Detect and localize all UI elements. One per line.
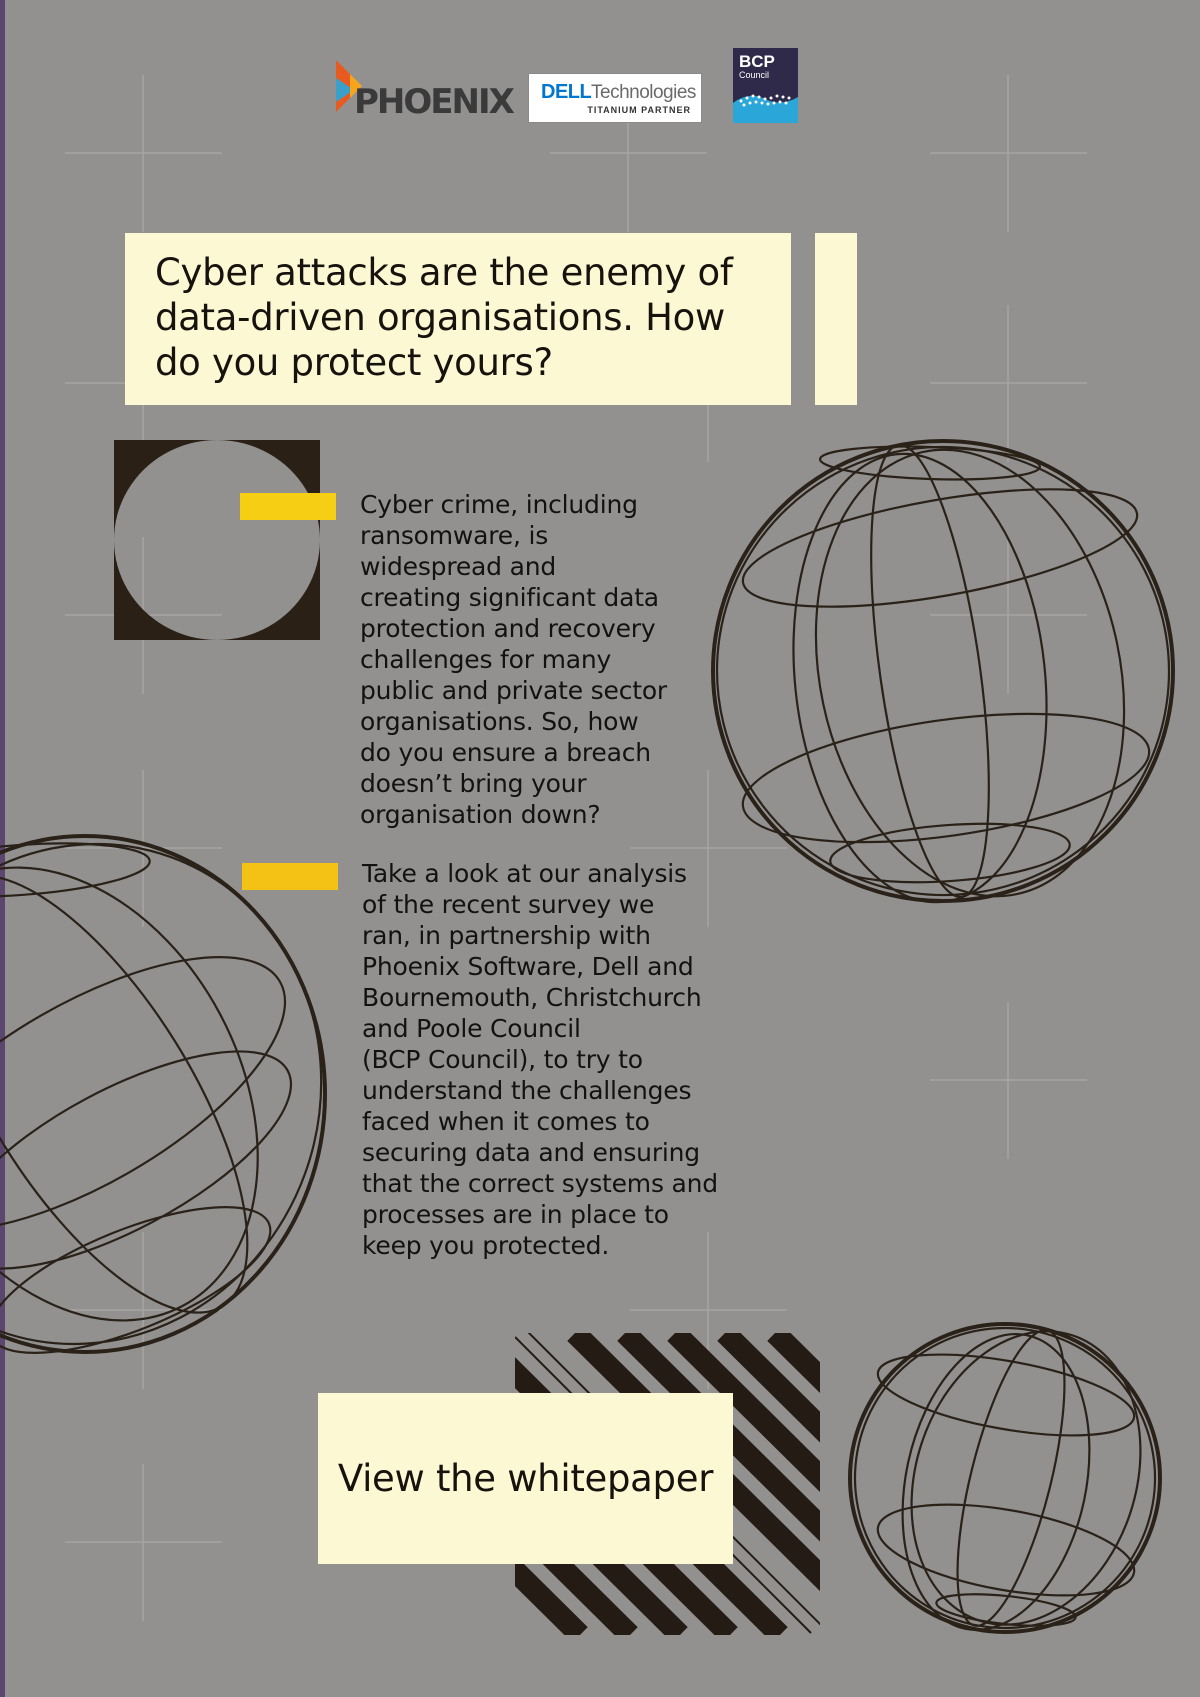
bcp-council-logo[interactable] [733, 48, 798, 123]
wireframe-globe-graphic [710, 438, 1180, 904]
dell-technologies-logo[interactable] [528, 73, 702, 123]
headline-title: Cyber attacks are the enemy of data-driven organisations. How do you protect yours? [155, 251, 733, 384]
phoenix-logo-text: PHOENIX [354, 82, 513, 122]
dell-brand-text: DELL [541, 81, 592, 103]
survey-paragraph: Take a look at our analysis of the recent survey we ran, in partnership with Phoenix Software, Dell and Bournemouth, Christchurch and Poole Council (BCP Council), to try to understand the challenges faced when it comes to securing data and ensuring that the correct systems and processes are in place to keep you protected. [362, 859, 718, 1260]
view-whitepaper-button[interactable] [318, 1393, 733, 1564]
headline-accent-block [815, 233, 857, 405]
intro-paragraph: Cyber crime, including ransomware, is widespread and creating significant data protection and recovery challenges for many public and private sector organisations. So, how do you ensure a breach doesn’t bring your organisation down? [360, 490, 668, 829]
dell-technologies-text: Technologies [591, 82, 696, 103]
bcp-wave-icon [733, 89, 798, 123]
headline-box [125, 233, 791, 405]
view-whitepaper-label: View the whitepaper [337, 1457, 714, 1500]
yellow-accent-bar [240, 493, 336, 520]
bcp-council-text: Council [739, 70, 770, 80]
circle-cutout-frame-graphic [114, 440, 320, 640]
wireframe-globe-graphic [0, 830, 330, 1358]
wireframe-globe-graphic [846, 1320, 1164, 1636]
phoenix-logo[interactable] [334, 58, 513, 124]
dell-partner-text: TITANIUM PARTNER [587, 105, 691, 115]
bcp-name-text: BCP [739, 52, 775, 71]
